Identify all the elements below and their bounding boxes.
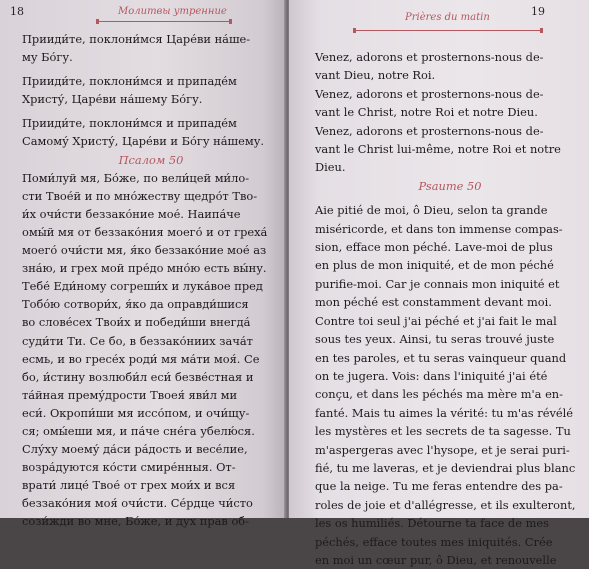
- text-line: roles de joie et d'allégresse, et ils exulteront,: [315, 497, 576, 512]
- header-rule: [353, 30, 543, 31]
- text-line: que la neige. Tu me feras entendre des pa-: [315, 479, 563, 494]
- text-line: Прииди́те, поклони́мся Царе́ви на́ше-: [22, 32, 251, 46]
- text-line: en tes paroles, et tu seras vainqueur quand: [315, 350, 567, 365]
- text-line: en plus de mon iniquité, et de mon péché: [315, 258, 554, 273]
- text-line: сти Твое́й и по мно́жеству щедро́т Тво-: [22, 188, 258, 203]
- text-line: en moi un cœur pur, ô Dieu, et renouvelle: [315, 552, 557, 567]
- text-line: Тобо́ю сотвори́х, я́ко да оправди́шися: [22, 297, 249, 312]
- running-head: Prières du matin: [405, 12, 490, 23]
- text-line: Venez, adorons et prosternons-nous de-: [315, 86, 544, 101]
- text-line: му Бо́гу.: [22, 50, 73, 65]
- left-page: [0, 0, 286, 529]
- text-line: les mystères et les secrets de ta sagesse. Tu: [315, 424, 571, 439]
- text-line: Поми́луй мя, Бо́же, по вели́цей ми́ло-: [22, 170, 250, 185]
- text-line: miséricorde, et dans ton immense compas-: [315, 221, 563, 236]
- text-line: бо, и́стину возлюби́л еси́ безве́стная и: [22, 369, 254, 384]
- text-line: Самому́ Христу́, Царе́ви и Бо́гу на́шему.: [22, 134, 265, 149]
- text-line: беззако́ния моя́ очи́сти. Се́рдце чи́сто: [22, 496, 253, 511]
- running-head: Молитвы утренние: [118, 6, 227, 17]
- text-line: sous tes yeux. Ainsi, tu seras trouvé juste: [315, 332, 555, 347]
- right-page-text: [315, 48, 585, 569]
- text-line: Venez, adorons et prosternons-nous de-: [315, 123, 544, 138]
- text-line: Христу́, Царе́ви на́шему Бо́гу.: [22, 92, 203, 107]
- text-line: ся; омы́еши мя, и па́че сне́га убелю́ся.: [22, 423, 255, 438]
- psalm-heading: Psaume 50: [418, 178, 482, 193]
- text-line: Слу́ху моему́ да́си ра́дость и весе́лие,: [22, 442, 248, 457]
- text-line: омы́й мя от беззако́ния моего́ и от греха́: [22, 224, 268, 239]
- text-line: fanté. Mais tu aimes la vérité: tu m'as révélé: [315, 405, 574, 420]
- text-line: врати́ лице́ Твое́ от грех мои́х и вся: [22, 478, 236, 493]
- text-line: vant le Christ, notre Roi et notre Dieu.: [315, 105, 538, 120]
- text-line: еси́. Окропи́ши мя иссо́пом, и очи́щу-: [22, 405, 250, 420]
- text-line: моего́ очи́сти мя, я́ко беззако́ние мое́ аз: [22, 243, 267, 258]
- text-line: purifie-moi. Car je connais mon iniquité et: [315, 276, 560, 291]
- text-line: и́х очи́сти беззако́ние мое́. Наипа́че: [22, 206, 241, 221]
- header-rule: [96, 21, 232, 22]
- text-line: on te jugera. Vois: dans l'iniquité j'ai été: [315, 368, 548, 383]
- text-line: m'aspergeras avec l'hysope, et je serai puri-: [315, 442, 570, 457]
- text-line: sion, efface mon péché. Lave-moi de plus: [315, 240, 553, 255]
- text-line: Прииди́те, поклони́мся и припаде́м: [22, 74, 237, 89]
- text-line: та́йная прему́дрости Твоея́ яви́л ми: [22, 387, 238, 402]
- page-number: 18: [10, 5, 24, 18]
- text-line: Прииди́те, поклони́мся и припаде́м: [22, 116, 237, 131]
- text-line: Contre toi seul j'ai péché et j'ai fait le mal: [315, 313, 557, 328]
- text-line: есмь, и во гресе́х роди́ мя ма́ти моя́. Се: [22, 351, 260, 366]
- page-number: 19: [531, 5, 545, 18]
- text-line: conçu, et dans les péchés ma mère m'a en-: [315, 387, 563, 402]
- text-line: Aie pitié de moi, ô Dieu, selon ta grande: [315, 203, 548, 218]
- left-page-text: [22, 30, 280, 531]
- text-line: vant le Christ lui-même, notre Roi et notre: [315, 142, 561, 157]
- right-page: [289, 0, 589, 567]
- text-line: возра́дуются ко́сти смире́нныя. От-: [22, 460, 236, 475]
- text-line: les os humiliés. Détourne ta face de mes: [315, 516, 549, 531]
- text-line: mon péché est constamment devant moi.: [315, 295, 552, 310]
- text-line: зна́ю, и грех мой пре́до мно́ю есть вы́ну.: [22, 261, 267, 276]
- text-line: Venez, adorons et prosternons-nous de-: [315, 50, 544, 64]
- psalm-heading: Псалом 50: [118, 152, 184, 167]
- text-line: vant Dieu, notre Roi.: [315, 68, 436, 83]
- text-line: сози́жди во мне, Бо́же, и дух прав об-: [22, 514, 250, 529]
- text-line: Тебе́ Еди́ному согреши́х и лука́вое пред: [22, 279, 263, 294]
- text-line: во слове́сех Твои́х и победи́ши внегда́: [22, 315, 251, 330]
- text-line: Dieu.: [315, 160, 346, 175]
- text-line: péchés, efface toutes mes iniquités. Crée: [315, 534, 553, 549]
- text-line: суди́ти Ти. Се бо, в беззако́ниих зача́т: [22, 333, 253, 348]
- text-line: fié, tu me laveras, et je deviendrai plus blanc: [315, 460, 576, 475]
